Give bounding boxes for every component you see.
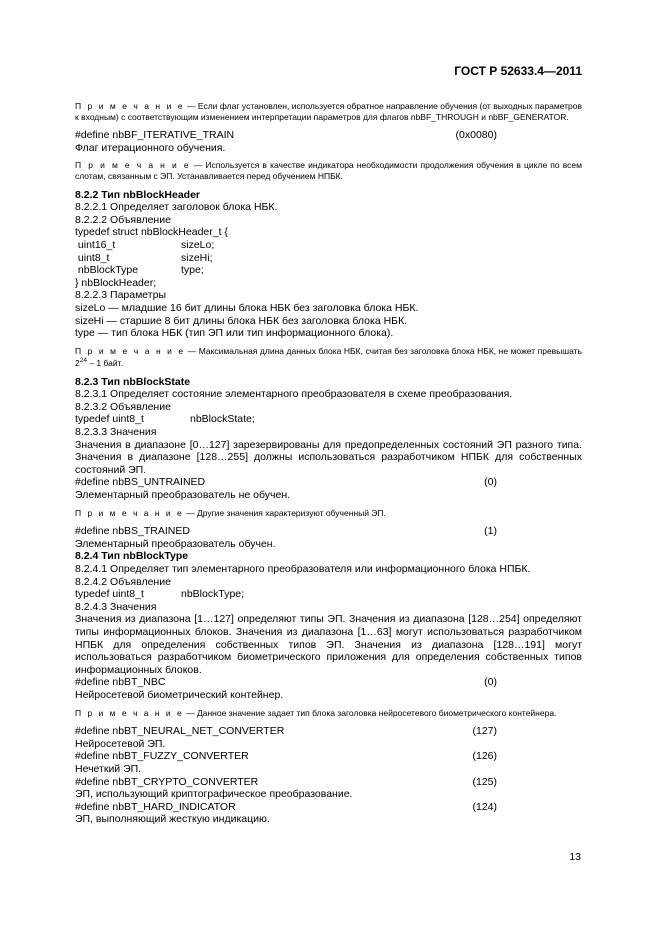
standard-header: ГОСТ Р 52633.4—2011 bbox=[454, 64, 582, 78]
section-title-824: 8.2.4 Тип nbBlockType bbox=[75, 550, 189, 563]
values-paragraph: Значения в диапазоне [0…127] зарезервированы для предопределенных состояний ЭП разного типа. Значения в диапазоне [128…255] должны использоваться разработчиком НПБК для собственных состояний ЭП. bbox=[75, 438, 582, 476]
struct-field bbox=[75, 252, 582, 265]
param-line: sizeHi — старшие 8 бит длины блока НБК без заголовка блока НБК. bbox=[75, 314, 408, 327]
define-value: (125) bbox=[472, 775, 497, 788]
define-value: (0x0080) bbox=[455, 129, 497, 142]
define-description: Элементарный преобразователь обучен. bbox=[75, 537, 276, 550]
note-iterative bbox=[75, 160, 582, 181]
paragraph: 8.2.4.1 Определяет тип элементарного преобразователя или информационного блока НПБК. bbox=[75, 563, 531, 576]
paragraph: 8.2.2.3 Параметры bbox=[75, 289, 166, 302]
define-value: (0) bbox=[484, 476, 497, 489]
section-title-822: 8.2.2 Тип nbBlockHeader bbox=[75, 188, 201, 201]
note-text: — Данное значение задает тип блока заголовка нейросетевого биометрического контейнера. bbox=[183, 707, 557, 718]
note-nbc bbox=[75, 708, 582, 719]
code-close: } nbBlockHeader; bbox=[75, 276, 157, 289]
note-flag-direction bbox=[75, 101, 582, 122]
paragraph: 8.2.3.3 Значения bbox=[75, 426, 157, 439]
code-typedef: typedef struct nbBlockHeader_t { bbox=[75, 226, 228, 239]
define-description: ЭП, использующий криптографическое преобразование. bbox=[75, 788, 353, 801]
note-label: П р и м е ч а н и е bbox=[75, 101, 185, 111]
define-nbc bbox=[75, 676, 582, 689]
field-name: sizeHi; bbox=[181, 251, 213, 264]
define-neural-net-converter bbox=[75, 725, 582, 738]
paragraph: 8.2.4.2 Объявление bbox=[75, 575, 171, 588]
section-title-823: 8.2.3 Тип nbBlockState bbox=[75, 375, 191, 388]
note-tail: – 1 байт. bbox=[86, 358, 123, 369]
define-name: #define nbBT_CRYPTO_CONVERTER bbox=[75, 775, 259, 788]
note-label: П р и м е ч а н и е bbox=[75, 345, 186, 356]
struct-field bbox=[75, 239, 582, 252]
define-value: (127) bbox=[472, 725, 497, 738]
note-label: П р и м е ч а н и е bbox=[75, 507, 184, 518]
note-superscript: 24 bbox=[79, 357, 87, 365]
typedef-base: typedef uint8_t bbox=[75, 588, 144, 601]
define-description: Нечеткий ЭП. bbox=[75, 762, 142, 775]
typedef-name: nbBlockType; bbox=[181, 588, 245, 601]
define-description: ЭП, выполняющий жесткую индикацию. bbox=[75, 813, 270, 826]
typedef-base: typedef uint8_t bbox=[75, 413, 144, 426]
define-name: #define nbBS_TRAINED bbox=[75, 525, 190, 538]
define-description: Нейросетевой ЭП. bbox=[75, 737, 166, 750]
field-type: uint8_t bbox=[75, 251, 110, 264]
paragraph: 8.2.2.1 Определяет заголовок блока НБК. bbox=[75, 201, 278, 214]
paragraph: 8.2.3.1 Определяет состояние элементарного преобразователя в схеме преобразования. bbox=[75, 388, 513, 401]
define-name: #define nbBT_NBC bbox=[75, 676, 166, 689]
define-value: (124) bbox=[472, 800, 497, 813]
field-type: nbBlockType bbox=[75, 264, 139, 277]
define-description: Элементарный преобразователь не обучен. bbox=[75, 489, 291, 502]
code-typedef bbox=[75, 413, 582, 426]
values-paragraph: Значения из диапазона [1…127] определяют типы ЭП. Значения из диапазона [128…254] определяют типы информационных блоков. Значения из диапазона [1…63] могут использоваться разработчиком НПБК для определения собственных типов ЭП. Значения из диапазона [128…191] могут использоваться разработчиком биометрического приложения для определения собственных типов информационных блоков. bbox=[75, 613, 582, 676]
field-name: type; bbox=[181, 264, 204, 277]
define-name: #define nbBT_HARD_INDICATOR bbox=[75, 800, 236, 813]
define-description: Флаг итерационного обучения. bbox=[75, 141, 226, 154]
define-fuzzy-converter bbox=[75, 750, 582, 763]
define-value: (1) bbox=[484, 525, 497, 538]
document-body bbox=[75, 95, 582, 826]
page-number: 13 bbox=[569, 851, 581, 863]
param-line: sizeLo — младшие 16 бит длины блока НБК без заголовка блока НБК. bbox=[75, 301, 419, 314]
note-text: — Если флаг установлен, используется обратное направление обучения (от выходных параметров к входным) с соответствующим изменением интерпретации параметров для флагов nbBF_THROUGH и nbBF_GENERATOR. bbox=[75, 101, 582, 122]
field-name: sizeLo; bbox=[181, 238, 215, 251]
struct-field bbox=[75, 264, 582, 277]
define-name: #define nbBF_ITERATIVE_TRAIN bbox=[75, 129, 235, 142]
note-label: П р и м е ч а н и е bbox=[75, 707, 184, 718]
field-type: uint16_t bbox=[75, 238, 116, 251]
define-value: (126) bbox=[472, 750, 497, 763]
note-max-length bbox=[75, 346, 582, 369]
define-value: (0) bbox=[484, 676, 497, 689]
paragraph: 8.2.2.2 Объявление bbox=[75, 213, 171, 226]
code-typedef bbox=[75, 588, 582, 601]
note-text: — Максимальная длина данных блока НБК, считая без заголовка блока НБК, не может превышать 2 bbox=[75, 345, 582, 369]
define-trained bbox=[75, 525, 582, 538]
note-trained bbox=[75, 508, 582, 519]
define-description: Нейросетевой биометрический контейнер. bbox=[75, 688, 284, 701]
typedef-name: nbBlockState; bbox=[190, 413, 255, 426]
define-crypto-converter bbox=[75, 776, 582, 789]
define-name: #define nbBS_UNTRAINED bbox=[75, 476, 206, 489]
define-iterative-train bbox=[75, 129, 582, 142]
note-label: П р и м е ч а н и е bbox=[75, 160, 191, 171]
define-untrained bbox=[75, 476, 582, 489]
define-name: #define nbBT_NEURAL_NET_CONVERTER bbox=[75, 725, 285, 738]
define-name: #define nbBT_FUZZY_CONVERTER bbox=[75, 750, 249, 763]
note-text: — Другие значения характеризуют обученный ЭП. bbox=[183, 507, 386, 518]
paragraph: 8.2.3.2 Объявление bbox=[75, 400, 171, 413]
note-text: — Используется в качестве индикатора необходимости продолжения обучения в цикле по всем слотам, связанным с ЭП. Устанавливается перед обучением НПБК. bbox=[75, 160, 582, 181]
define-hard-indicator bbox=[75, 801, 582, 814]
paragraph: 8.2.4.3 Значения bbox=[75, 600, 157, 613]
param-line: type — тип блока НБК (тип ЭП или тип информационного блока). bbox=[75, 327, 394, 340]
